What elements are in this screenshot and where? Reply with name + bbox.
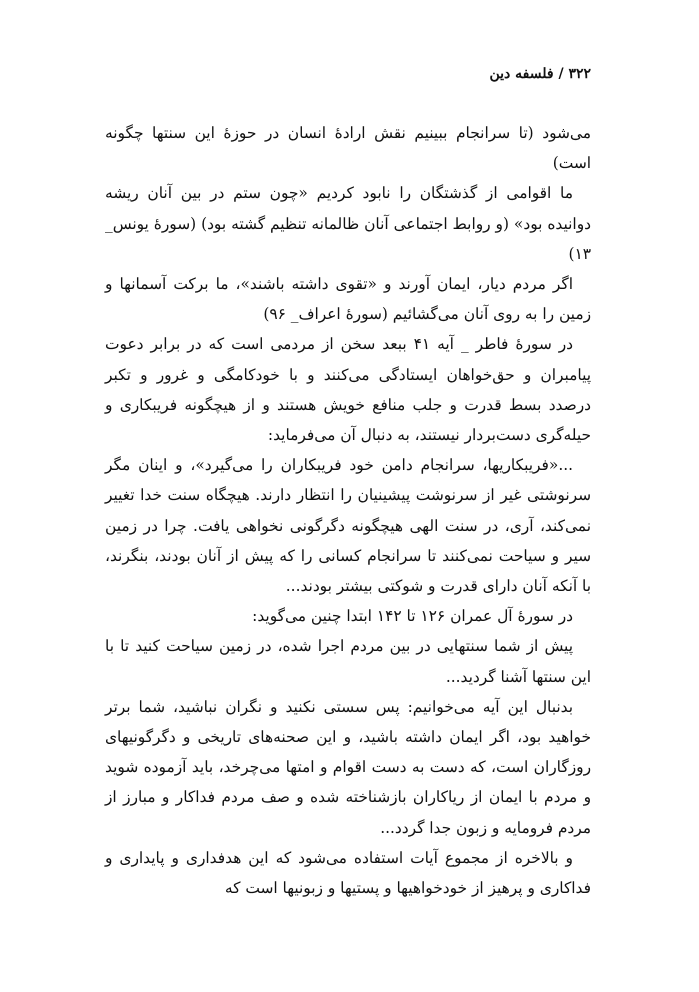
running-head: ۳۲۲ / فلسفه دین: [489, 66, 591, 82]
paragraph-conclusion: و بالاخره از مجموع آیات استفاده می‌شود که این هدفداری و پایداری و فداکاری و پرهیز از خودخواهیها و پستیها و زبونیها است که: [105, 848, 591, 898]
paragraph-quote-fatir: ...«فریبکاریها، سرانجام دامن خود فریبکاران را می‌گیرد»، و اینان مگر سرنوشتی غیر از سرنوشت پیشینیان را انتظار دارند. هیچگاه سنت خدا تغییر نمی‌کند، آری، در سنت الهی هیچگونه دگرگونی نخواهی یافت. چرا در زمین سیر و سیاحت نمی‌کنند تا سرانجام کسانی را که پیش از آنان بودند، بنگرند، با آنکه آنان دارای قدرت و شوکتی بیشتر بودند...: [105, 456, 591, 596]
paragraph-verse-araf: اگر مردم دیار، ایمان آورند و «تقوی داشته باشند»، ما برکت آسمانها و زمین را به روی آنان می‌گشائیم (سورهٔ اعراف_ ۹۶): [105, 275, 591, 324]
paragraph-verse-yunus: ما اقوامی از گذشتگان را نابود کردیم «چون ستم در بین آنان ریشه دوانیده بود» (و روابط اجتماعی آنان ظالمانه تنظیم گشته بود) (سورهٔ یونس_ ۱۳): [105, 184, 591, 263]
paragraph-quote-al-imran: پیش از شما سنتهایی در بین مردم اجرا شده، در زمین سیاحت کنید تا با این سنتها آشنا گردید...: [105, 637, 591, 686]
body-text: [105, 118, 591, 903]
paragraph-surah-al-imran: در سورهٔ آل عمران ۱۲۶ تا ۱۴۲ ابتدا چنین می‌گوید:: [252, 607, 573, 626]
paragraph-continuation: می‌شود (تا سرانجام ببینیم نقش ارادهٔ انسان در حوزهٔ این سنتها چگونه است): [105, 124, 591, 173]
paragraph-following-verse: بدنبال این آیه می‌خوانیم: پس سستی نکنید و نگران نباشید، شما برتر خواهید بود، اگر ایمان داشته باشید، و این صحنه‌های تاریخی و دگرگونیهای روزگاران است، که دست به دست اقوام و امتها می‌چرخد، باید آزموده شوید و مردم با ایمان از ریاکاران بازشناخته شده و صف مردم فداکار و مبارز از مردم فرومایه و زبون جدا گردد...: [105, 697, 591, 837]
paragraph-surah-fatir: در سورهٔ فاطر _ آیه ۴۱ ببعد سخن از مردمی است که در برابر دعوت پیامبران و حق‌خواهان ایستادگی می‌کنند و با خودکامگی و غرور و تکبر درصدد بسط قدرت و جلب منافع خویش هستند و از هیچگونه فریبکاری و حیله‌گری دست‌بردار نیستند، به دنبال آن می‌فرماید:: [105, 335, 591, 445]
